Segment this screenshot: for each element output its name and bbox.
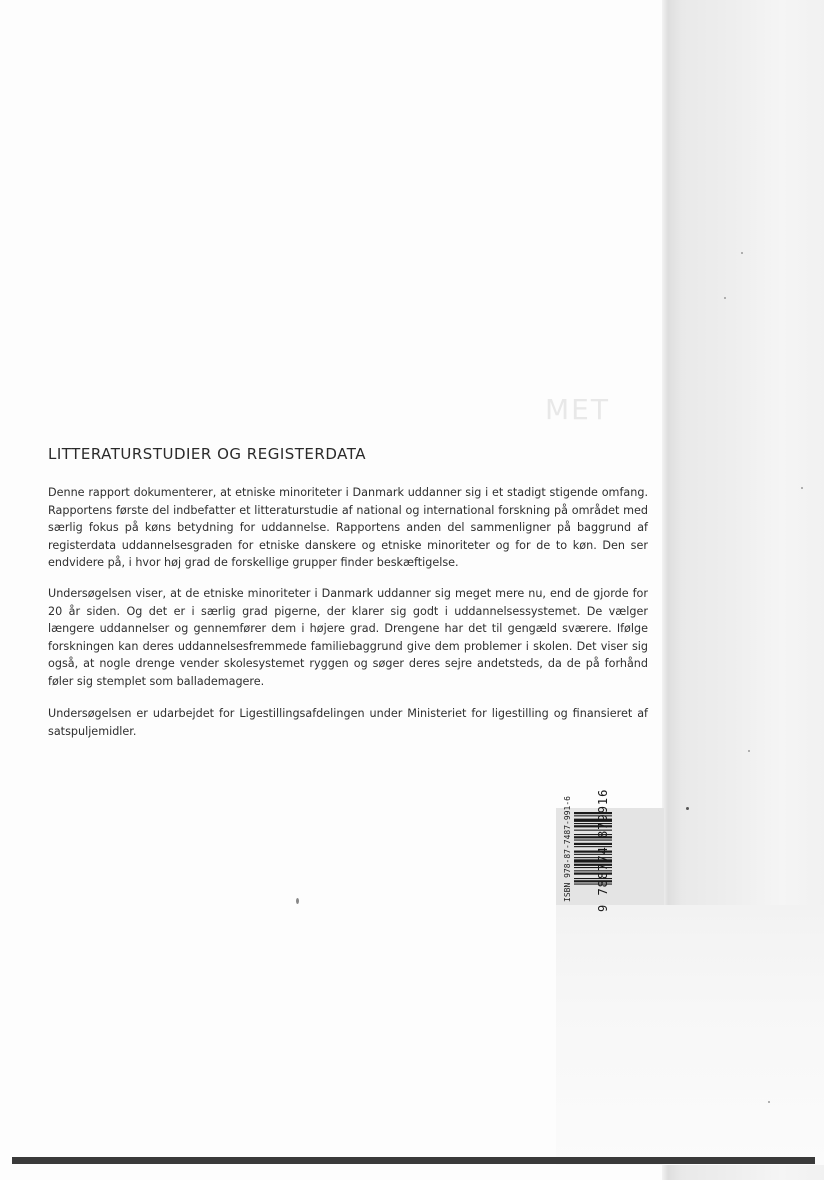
isbn-label: ISBN 978-87-7487-991-6 bbox=[563, 796, 572, 902]
section-title: LITTERATURSTUDIER OG REGISTERDATA bbox=[48, 445, 366, 463]
scan-speck bbox=[686, 807, 689, 810]
barcode-digits: 9 788774 879916 bbox=[596, 788, 610, 912]
bleed-through-text: MET bbox=[545, 393, 610, 426]
scan-speck bbox=[768, 1101, 770, 1103]
paragraph-funding: Undersøgelsen er udarbejdet for Ligestillingsafdelingen under Ministeriet for ligestilling og finansieret af satspuljemidler. bbox=[48, 707, 648, 738]
paragraph-intro: Denne rapport dokumenterer, at etniske minoriteter i Danmark uddanner sig i et stadigt stigende omfang. Rapportens første del indbefatter et litteraturstudie af national og international forskning på området med særlig fokus på køns betydning for uddannelse. Rapportens anden del sammenligner på baggrund af registerdata uddannelsesgraden for etniske danskere og etniske minoriteter og for de to køn. Den ser endvidere på, i hvor høj grad de forskellige grupper finder beskæftigelse. bbox=[48, 486, 648, 569]
scan-shadow-lower bbox=[556, 905, 824, 1165]
scan-speck bbox=[748, 750, 750, 752]
paragraph-findings: Undersøgelsen viser, at de etniske minoriteter i Danmark uddanner sig meget mere nu, end de gjorde for 20 år siden. Og det er i særlig grad pigerne, der klarer sig godt i uddannelsessystemet. De vælger længere uddannelser og gennemfører dem i højere grad. Drengene har det til gengæld sværere. Ifølge forskningen kan deres uddannelsesfremmede familiebaggrund give dem problemer i skolen. Det viser sig også, at nogle drenge vender skolesystemet ryggen og søger deres sejre andetsteds, da de på forhånd føler sig stemplet som ballademagere. bbox=[48, 587, 648, 688]
scan-speck bbox=[801, 487, 803, 489]
scan-speck bbox=[741, 252, 743, 254]
scan-speck bbox=[296, 898, 299, 904]
bottom-rule bbox=[12, 1157, 815, 1164]
scan-speck bbox=[724, 297, 726, 299]
